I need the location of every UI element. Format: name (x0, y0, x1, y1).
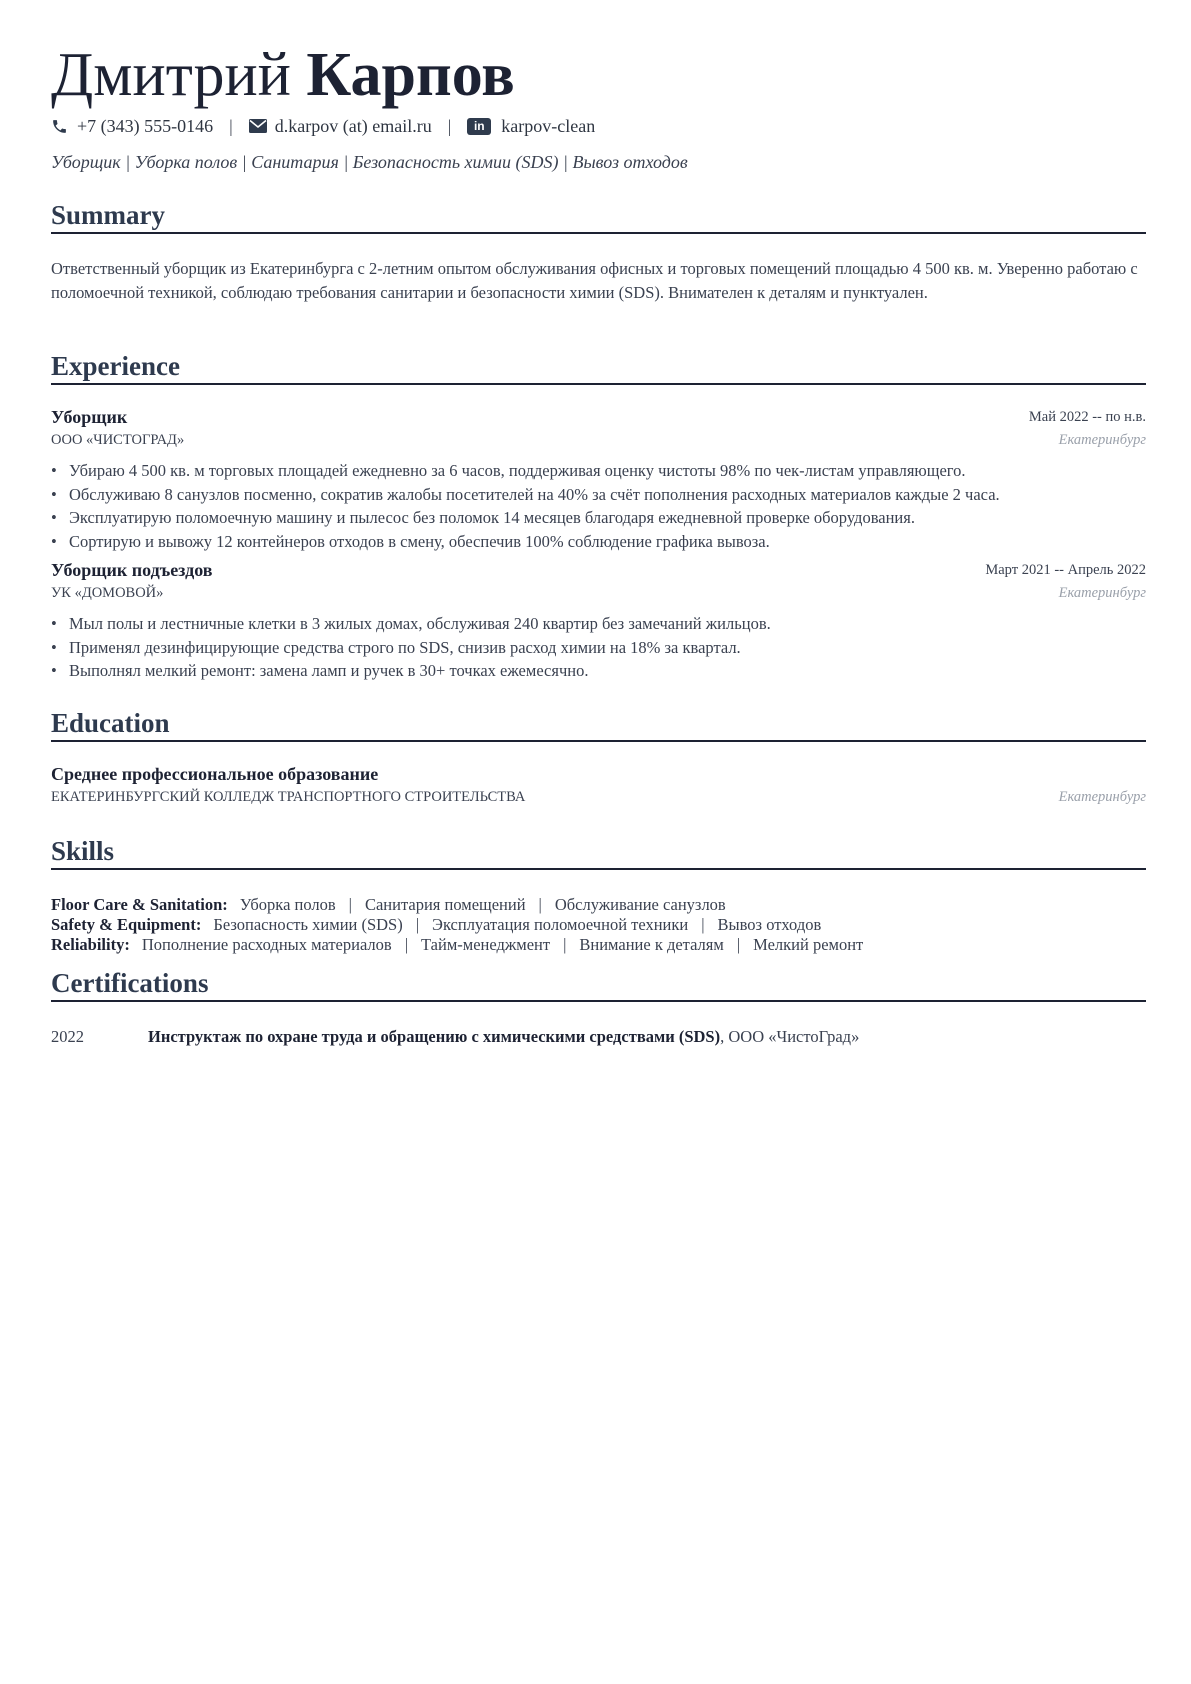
certification-issuer: , ООО «ЧистоГрад» (720, 1027, 860, 1046)
skill-item: Мелкий ремонт (753, 935, 864, 954)
skill-separator: | (701, 915, 705, 934)
list-item: • Обслуживаю 8 санузлов посменно, сократив жалобы посетителей на 40% за счёт пополнения расходных материалов каждые 2 часа. (51, 483, 1146, 507)
job-organization: ООО «ЧИСТОГРАД» (51, 432, 185, 448)
first-name: Дмитрий (51, 41, 291, 109)
phone-number: +7 (343) 555-0146 (77, 115, 214, 136)
section-divider (51, 383, 1146, 385)
job-location: Екатеринбург (1058, 432, 1146, 448)
skill-item: Тайм-менеджмент (421, 935, 551, 954)
skill-item: Пополнение расходных материалов (141, 935, 392, 954)
skill-item: Внимание к деталям (579, 935, 724, 954)
job-location: Екатеринбург (1058, 585, 1146, 601)
section-divider (51, 232, 1146, 234)
skill-row (51, 935, 1146, 955)
skill-item: Эксплуатация поломоечной техники (432, 915, 689, 934)
education-degree: Среднее профессиональное образование (51, 764, 379, 784)
job-title: Уборщик подъездов (51, 560, 213, 580)
skill-separator: | (538, 895, 542, 914)
linkedin-handle: karpov-clean (501, 115, 596, 136)
skills-list (51, 895, 1146, 955)
phone-item[interactable] (51, 116, 213, 137)
list-item: • Выполнял мелкий ремонт: замена ламп и ручек в 30+ точках ежемесячно. (51, 659, 1146, 683)
skill-separator: | (348, 895, 352, 914)
job-dates: Март 2021 -- Апрель 2022 (985, 562, 1146, 578)
skill-separator: | (563, 935, 567, 954)
email-item[interactable] (249, 116, 432, 137)
skill-category: Safety & Equipment: (51, 915, 202, 934)
skill-item: Вывоз отходов (717, 915, 822, 934)
contact-separator: | (447, 115, 452, 136)
certification-year: 2022 (51, 1027, 84, 1046)
skill-separator: | (736, 935, 741, 954)
headline-tagline: Уборщик | Уборка полов | Санитария | Безопасность химии (SDS) | Вывоз отходов (51, 152, 688, 172)
education-location: Екатеринбург (1058, 789, 1146, 805)
list-item: • Мыл полы и лестничные клетки в 3 жилых домах, обслуживая 240 квартир без замечаний жильцов. (51, 612, 1146, 636)
skill-item: Обслуживание санузлов (554, 895, 726, 914)
list-item: • Эксплуатирую поломоечную машину и пылесос без поломок 14 месяцев благодаря ежедневной проверке оборудования. (51, 506, 1146, 530)
skill-item: Безопасность химии (SDS) (213, 915, 403, 934)
phone-icon (51, 118, 68, 135)
skill-item: Санитария помещений (364, 895, 526, 914)
job-organization: УК «ДОМОВОЙ» (51, 585, 164, 601)
list-item: • Убираю 4 500 кв. м торговых площадей ежедневно за 6 часов, поддерживая оценку чистоты 98% по чек-листам управляющего. (51, 459, 1146, 483)
last-name: Карпов (306, 41, 515, 109)
envelope-icon (249, 119, 267, 133)
linkedin-icon: in (467, 118, 491, 135)
education-school: ЕКАТЕРИНБУРГСКИЙ КОЛЛЕДЖ ТРАНСПОРТНОГО СТРОИТЕЛЬСТВА (51, 789, 526, 805)
list-item: • Сортирую и вывожу 12 контейнеров отходов в смену, обеспечив 100% соблюдение графика вывоза. (51, 530, 1146, 554)
email-address: d.karpov (at) email.ru (274, 115, 432, 136)
skill-row (51, 895, 1146, 915)
section-title-skills: Skills (51, 836, 115, 866)
contact-line (51, 114, 595, 138)
skill-row (51, 915, 1146, 935)
linkedin-item[interactable] (467, 116, 595, 137)
list-item: • Применял дезинфицирующие средства строго по SDS, снизив расход химии на 18% за квартал. (51, 636, 1146, 660)
job-bullets (51, 612, 1146, 683)
section-title-experience: Experience (51, 351, 180, 381)
section-divider (51, 740, 1146, 742)
section-divider (51, 868, 1146, 870)
job-bullets (51, 459, 1146, 553)
section-title-certifications: Certifications (51, 968, 209, 998)
skill-separator: | (404, 935, 409, 954)
section-title-education: Education (51, 708, 170, 738)
skill-separator: | (415, 915, 420, 934)
summary-text: Ответственный уборщик из Екатеринбурга с 2-летним опытом обслуживания офисных и торговых помещений площадью 4 500 кв. м. Уверенно работаю с поломоечной техникой, соблюдаю требования санитарии и безопасности химии (SDS). Внимателен к деталям и пунктуален. (51, 259, 1138, 302)
candidate-name (51, 38, 515, 112)
certification-description (148, 1027, 859, 1047)
contact-separator: | (229, 115, 233, 136)
skill-item: Уборка полов (239, 895, 336, 914)
certification-title: Инструктаж по охране труда и обращению с химическими средствами (SDS) (148, 1027, 721, 1046)
job-title: Уборщик (51, 407, 128, 427)
job-dates: Май 2022 -- по н.в. (1028, 409, 1146, 425)
skill-category: Reliability: (51, 935, 130, 954)
section-divider (51, 1000, 1146, 1002)
skill-category: Floor Care & Sanitation: (51, 895, 228, 914)
section-title-summary: Summary (51, 200, 165, 230)
